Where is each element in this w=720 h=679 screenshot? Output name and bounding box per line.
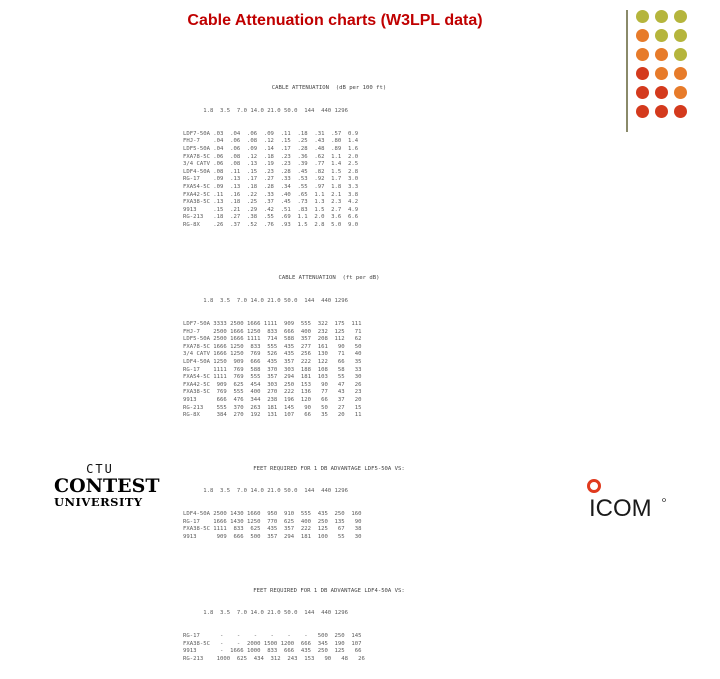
table-row: FXA38-5C 769 555 400 270 222 136 77 43 23 — [183, 389, 362, 396]
table-row: FXA78-5C 1666 1250 833 555 435 277 161 90 50 — [183, 343, 362, 350]
table-row: RG-213 1000 625 434 312 243 153 90 48 26 — [183, 655, 365, 662]
table-row: 3/4 CATV 1666 1250 769 526 435 256 130 71 40 — [183, 351, 362, 358]
table-row: LDF5-50A 2500 1666 1111 714 588 357 208 112 62 — [183, 336, 362, 343]
decorative-dot — [655, 10, 668, 23]
table-row: RG-17 1666 1430 1250 770 625 400 250 135 90 — [183, 518, 362, 525]
contest-university-logo — [54, 462, 160, 524]
table-row: RG-8X 384 270 192 131 107 66 35 20 11 — [183, 412, 362, 419]
table-row: 9913 .15 .21 .29 .42 .51 .83 1.5 2.7 4.9 — [183, 206, 359, 213]
table-row: LDF5-50A .04 .06 .09 .14 .17 .28 .48 .89 1.6 — [183, 145, 359, 152]
section-rows — [183, 511, 475, 541]
table-row: FXA42-5C .11 .16 .22 .33 .40 .65 1.1 2.1 3.8 — [183, 191, 359, 198]
table-row: RG-8X .26 .37 .52 .76 .93 1.5 2.8 5.0 9.0 — [183, 221, 359, 228]
decorative-dot — [636, 10, 649, 23]
title-divider-line — [626, 10, 628, 132]
table-row: FXA78-5C .06 .08 .12 .18 .23 .36 .62 1.1 2.0 — [183, 153, 359, 160]
table-row: LDF7-50A 3333 2500 1666 1111 909 555 322 175 111 — [183, 321, 362, 327]
table-row: FXA38-5C .13 .18 .25 .37 .45 .73 1.3 2.3 4.2 — [183, 199, 359, 206]
section-title: CABLE ATTENUATION (ft per dB) — [278, 275, 380, 282]
table-row: FXA42-5C 909 625 454 303 250 153 90 47 26 — [183, 381, 362, 388]
section-title: FEET REQUIRED FOR 1 DB ADVANTAGE LDF4-50A VS: — [253, 587, 405, 594]
section-rows — [183, 131, 475, 230]
table-row: LDF4-50A 1250 909 666 435 357 222 122 66 35 — [183, 358, 362, 365]
table-row: FXA54-5C 1111 769 555 357 294 181 103 55 30 — [183, 374, 362, 381]
table-row: 3/4 CATV .06 .08 .13 .19 .23 .39 .77 1.4 2.5 — [183, 161, 359, 168]
table-row: FHJ-7 .04 .06 .08 .12 .15 .25 .43 .80 1.4 — [183, 138, 359, 145]
registered-mark-icon — [663, 499, 666, 502]
table-row: 9913 909 666 500 357 294 181 100 55 30 — [183, 534, 362, 541]
table-row: FXA54-5C .09 .13 .18 .28 .34 .55 .97 1.8 3.3 — [183, 183, 359, 190]
icom-logo-graphic — [585, 478, 675, 522]
section-title: CABLE ATTENUATION (dB per 100 ft) — [271, 85, 387, 92]
table-row: RG-213 555 370 263 181 145 90 50 27 15 — [183, 404, 362, 411]
table-row: FXA38-5C - - 2000 1500 1200 666 345 190 107 — [183, 640, 362, 647]
decorative-dot — [674, 86, 687, 99]
decorative-dot — [636, 105, 649, 118]
table-row: FXA38-5C 1111 833 625 435 357 222 125 67 38 — [183, 526, 362, 533]
icom-logo-text: ICOM — [589, 495, 652, 522]
section-header: 1.8 3.5 7.0 14.0 21.0 50.0 144 440 1296 — [183, 107, 349, 114]
table-row: LDF7-50A .03 .04 .06 .09 .11 .18 .31 .57 0.9 — [183, 130, 359, 137]
logo-contest-text: CONTEST — [54, 475, 160, 497]
attenuation-table-scan — [183, 70, 475, 662]
decorative-dot — [636, 86, 649, 99]
table-row: LDF4-50A 2500 1430 1660 950 910 555 435 250 160 — [183, 511, 362, 518]
table-row: RG-17 1111 769 588 370 303 188 108 58 33 — [183, 366, 362, 373]
decorative-dot — [674, 48, 687, 61]
table-row: RG-213 .18 .27 .38 .55 .69 1.1 2.0 3.6 6.6 — [183, 214, 359, 221]
decorative-dot — [674, 10, 687, 23]
section-title: FEET REQUIRED FOR 1 DB ADVANTAGE LDF5-50A VS: — [253, 465, 405, 472]
table-row: 9913 - 1666 1000 833 666 435 250 125 66 — [183, 648, 362, 655]
section-rows — [183, 321, 475, 420]
logo-university-text: UNIVERSITY — [54, 495, 143, 509]
table-row: LDF4-50A .08 .11 .15 .23 .28 .45 .82 1.5 2.8 — [183, 168, 359, 175]
icom-logo-dot — [589, 481, 600, 492]
decorative-dot — [636, 29, 649, 42]
section-rows — [183, 633, 475, 663]
slide-title: Cable Attenuation charts (W3LPL data) — [187, 12, 483, 29]
decorative-dot — [655, 29, 668, 42]
section-header: 1.8 3.5 7.0 14.0 21.0 50.0 144 440 1296 — [183, 610, 349, 617]
decorative-dot — [655, 67, 668, 80]
decorative-dot — [655, 48, 668, 61]
decorative-dot-grid — [636, 10, 714, 120]
decorative-dot — [636, 48, 649, 61]
decorative-dot — [636, 67, 649, 80]
decorative-dot — [674, 29, 687, 42]
table-row: 9913 666 476 344 238 196 120 66 37 20 — [183, 396, 362, 403]
ctu-logo-mark: CTU — [86, 462, 114, 476]
decorative-dot — [674, 105, 687, 118]
decorative-dot — [674, 67, 687, 80]
icom-logo — [585, 478, 675, 522]
section-header: 1.8 3.5 7.0 14.0 21.0 50.0 144 440 1296 — [183, 488, 349, 495]
table-row: RG-17 - - - - - - 500 250 145 — [183, 633, 362, 640]
table-row: FHJ-7 2500 1666 1250 833 666 400 232 125 71 — [183, 328, 362, 335]
table-row: RG-17 .09 .13 .17 .27 .33 .53 .92 1.7 3.0 — [183, 176, 359, 183]
section-header: 1.8 3.5 7.0 14.0 21.0 50.0 144 440 1296 — [183, 298, 349, 305]
decorative-dot — [655, 86, 668, 99]
decorative-dot — [655, 105, 668, 118]
